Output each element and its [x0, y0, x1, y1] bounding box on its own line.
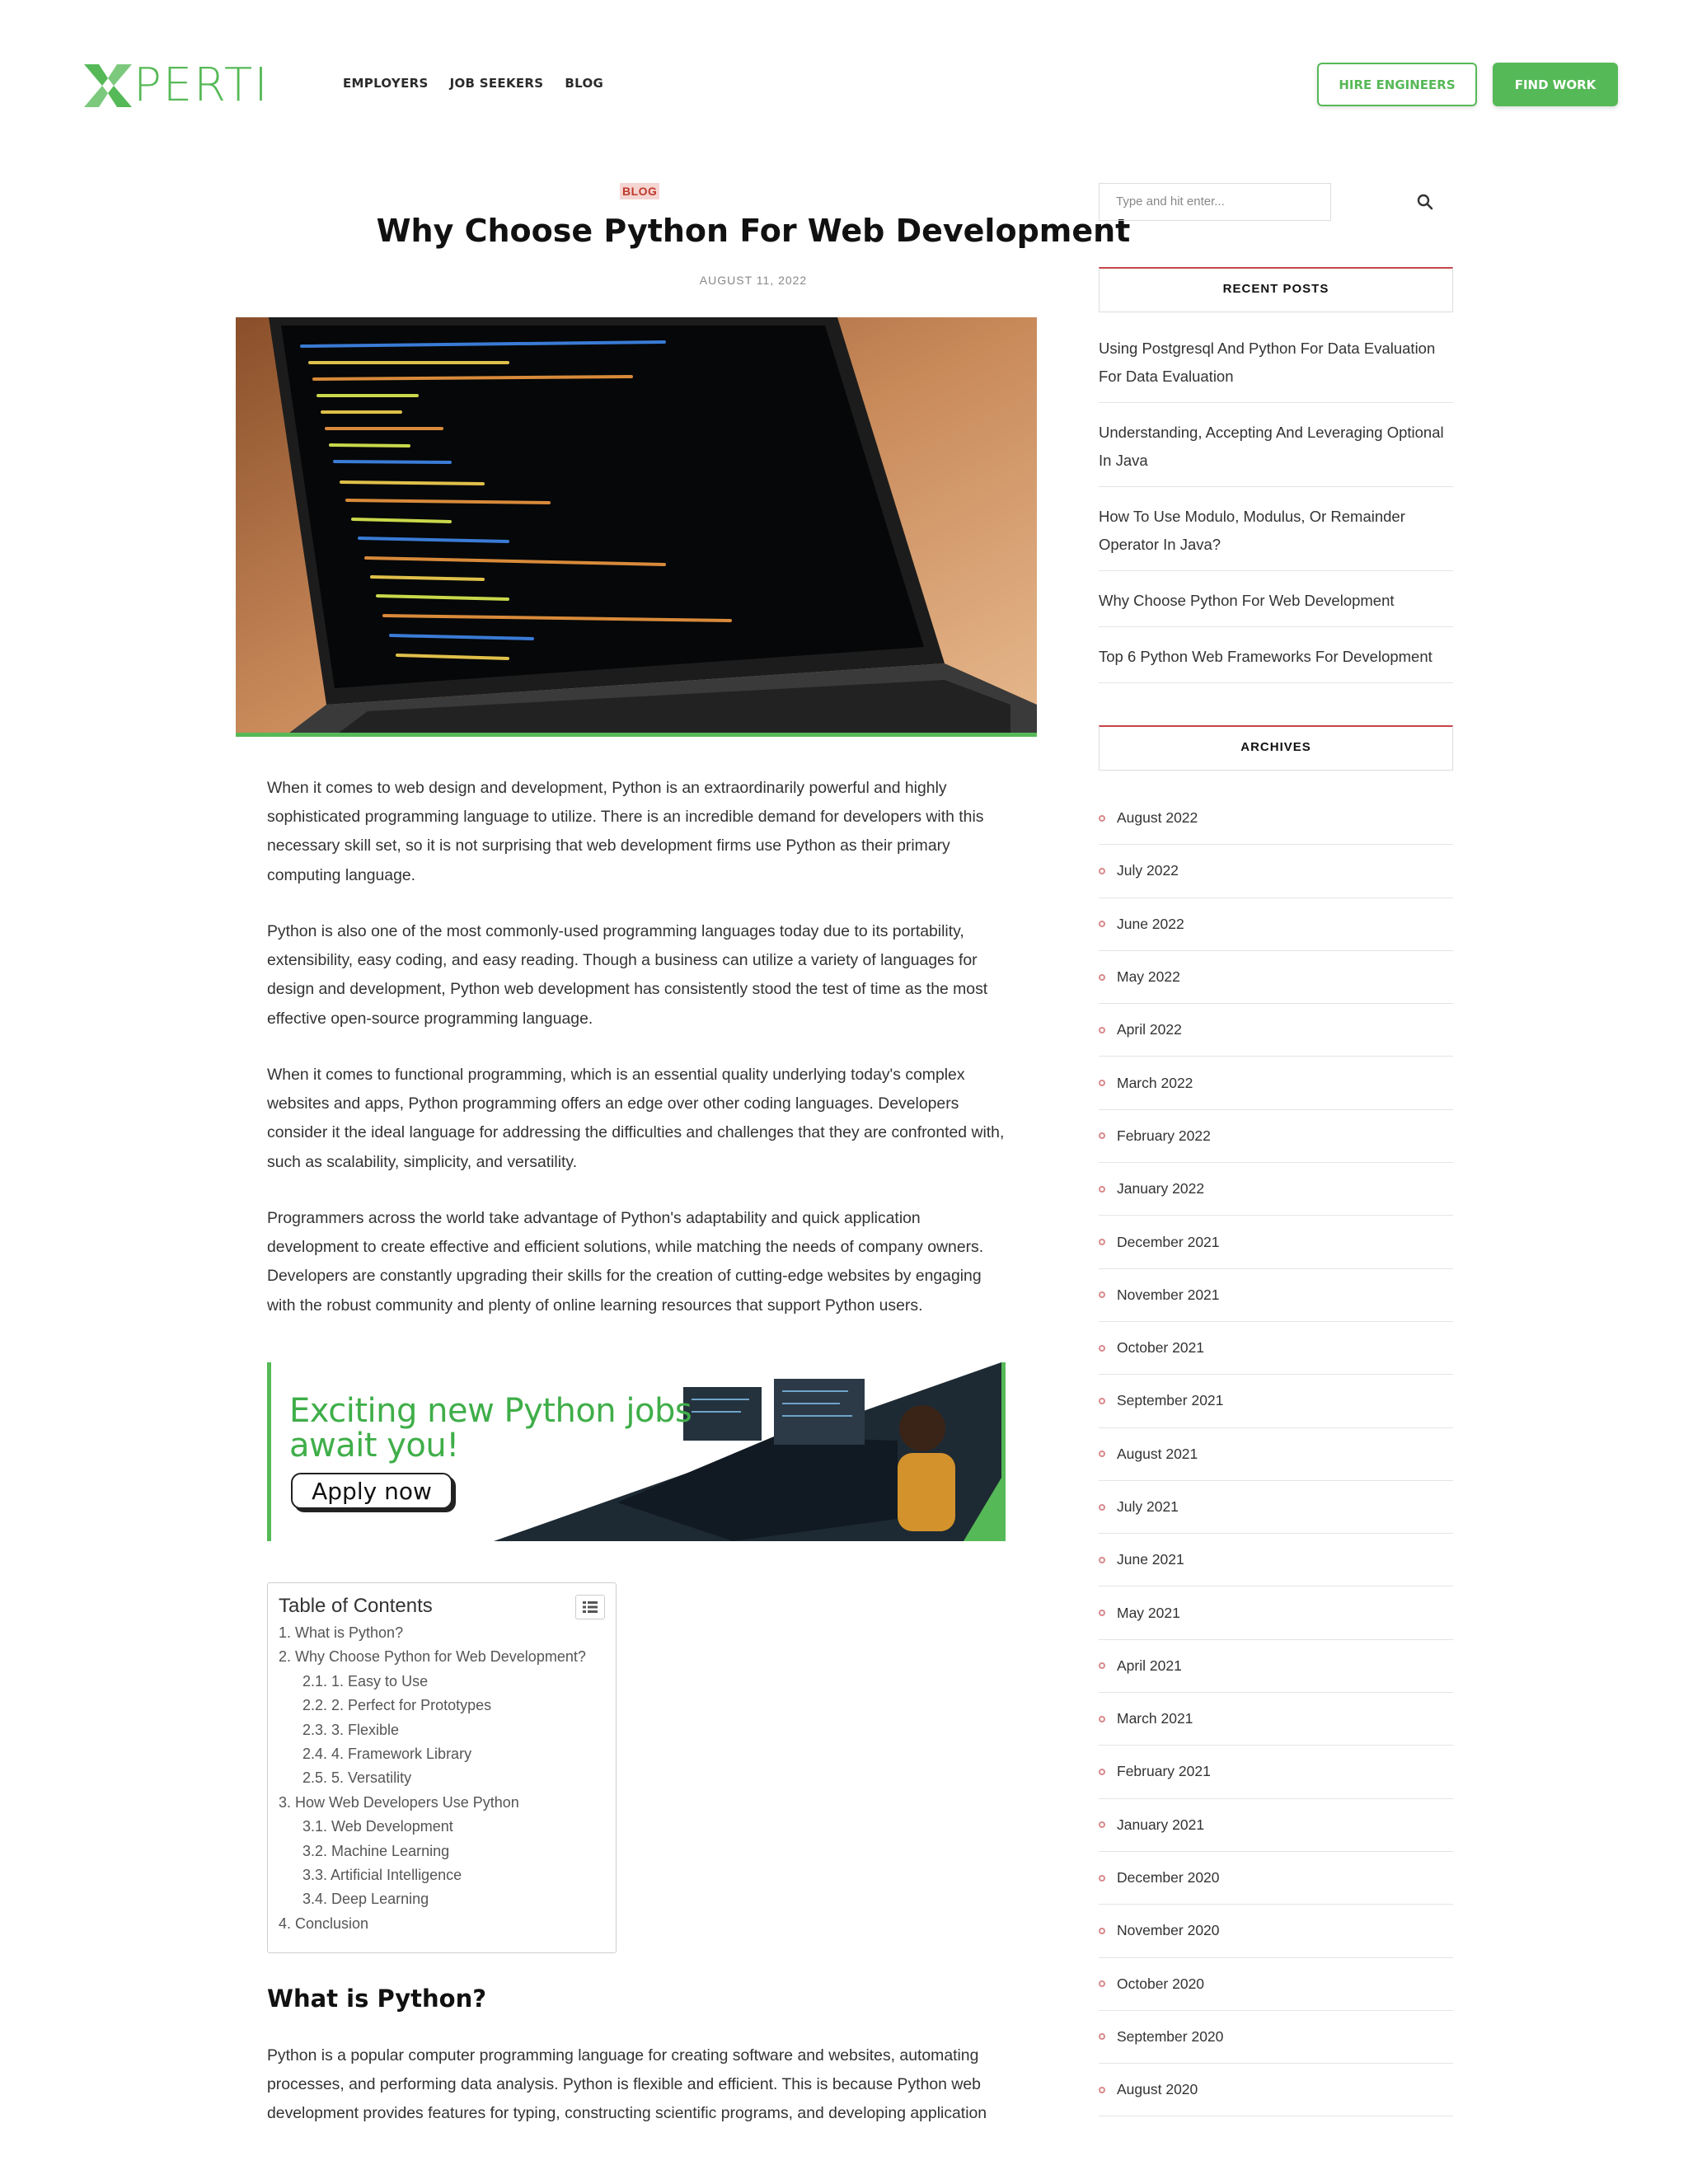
bullet-icon [1099, 2087, 1105, 2093]
bullet-icon [1099, 815, 1105, 822]
archive-link[interactable]: May 2022 [1117, 968, 1180, 986]
toc-link[interactable]: 3. How Web Developers Use Python [279, 1793, 519, 1811]
bullet-icon [1099, 1027, 1105, 1033]
toc-link[interactable]: 2.2. 2. Perfect for Prototypes [302, 1697, 492, 1714]
section-heading: What is Python? [267, 1985, 487, 2013]
archive-link[interactable]: November 2020 [1117, 1922, 1220, 1939]
archive-item[interactable] [1099, 1693, 1453, 1746]
archive-link[interactable]: February 2021 [1117, 1763, 1211, 1780]
toc-link[interactable]: 2.1. 1. Easy to Use [302, 1672, 429, 1690]
recent-post-link[interactable]: Top 6 Python Web Frameworks For Development [1099, 643, 1453, 683]
bullet-icon [1099, 1769, 1105, 1775]
nav-job-seekers[interactable]: JOB SEEKERS [449, 76, 544, 91]
archive-item[interactable] [1099, 1746, 1453, 1798]
article-paragraph: Programmers across the world take advantage of Python's adaptability and quick application development to create effective and efficient solutions, while matching the needs of company owners. Developers are constantly upgrading their skills for the creation of cutting-edge websites by engaging with the robust community and plenty of online learning resources that support Python users. [267, 1209, 984, 1315]
archive-link[interactable]: December 2020 [1117, 1869, 1220, 1886]
archive-item[interactable] [1099, 2064, 1453, 2116]
archive-link[interactable]: April 2022 [1117, 1021, 1182, 1038]
laptop-illustration [236, 317, 1037, 736]
article-paragraph: Python is a popular computer programming language for creating software and websites, automating processes, and performing data analysis. Python is flexible and efficient. This is because Python web development provides features for typing, constructing scientific programs, and developing application [267, 2046, 987, 2123]
bullet-icon [1099, 1821, 1105, 1828]
archive-link[interactable]: October 2020 [1117, 1975, 1205, 1992]
archives-list [1099, 792, 1453, 2116]
recent-post-link[interactable]: Why Choose Python For Web Development [1099, 587, 1453, 627]
archive-item[interactable] [1099, 1958, 1453, 2011]
bullet-icon [1099, 1980, 1105, 1987]
page-title: Why Choose Python For Web Development [376, 213, 1131, 249]
banner-headline: Exciting new Python jobs [289, 1392, 692, 1430]
bullet-icon [1099, 1610, 1105, 1616]
site-header [0, 0, 1688, 165]
toc-link[interactable]: 2.4. 4. Framework Library [302, 1746, 472, 1763]
archive-item[interactable] [1099, 1640, 1453, 1693]
recent-post-link[interactable]: Understanding, Accepting And Leveraging Optional In Java [1099, 419, 1453, 487]
bullet-icon [1099, 868, 1105, 874]
logo-x-mark [84, 64, 132, 107]
archive-item[interactable] [1099, 1534, 1453, 1586]
archive-item[interactable] [1099, 1163, 1453, 1216]
bullet-icon [1099, 1716, 1105, 1722]
bullet-icon [1099, 921, 1105, 927]
archive-link[interactable]: February 2022 [1117, 1127, 1211, 1144]
archive-item[interactable] [1099, 1481, 1453, 1534]
bullet-icon [1099, 1662, 1105, 1669]
bullet-icon [1099, 1132, 1105, 1139]
recent-posts-title: RECENT POSTS [1099, 267, 1453, 312]
toc-link[interactable]: 3.2. Machine Learning [302, 1842, 450, 1859]
archive-link[interactable]: July 2022 [1117, 862, 1179, 879]
bullet-icon [1099, 1928, 1105, 1934]
archive-link[interactable]: November 2021 [1117, 1286, 1220, 1303]
bullet-icon [1099, 1451, 1105, 1457]
logo-wordmark: PERTI [134, 59, 270, 112]
archive-item[interactable] [1099, 951, 1453, 1004]
toc-list [279, 1621, 605, 1936]
nav-blog[interactable]: BLOG [565, 76, 604, 91]
search-icon[interactable] [1416, 193, 1434, 211]
toc-link[interactable]: 2.3. 3. Flexible [302, 1721, 400, 1738]
hero-accent-bar [236, 733, 1037, 737]
archive-link[interactable]: August 2021 [1117, 1445, 1198, 1462]
archive-link[interactable]: October 2021 [1117, 1339, 1205, 1357]
toc-link[interactable]: 2.5. 5. Versatility [302, 1769, 412, 1787]
archive-link[interactable]: May 2021 [1117, 1604, 1180, 1621]
nav-employers[interactable]: EMPLOYERS [343, 76, 429, 91]
main-nav [343, 76, 603, 91]
archive-link[interactable]: January 2022 [1117, 1180, 1205, 1197]
archive-item[interactable] [1099, 792, 1453, 845]
banner-subheadline: await you! [289, 1427, 459, 1465]
archive-item[interactable] [1099, 2011, 1453, 2064]
table-of-contents [267, 1582, 617, 1953]
toc-link[interactable]: 3.1. Web Development [302, 1818, 453, 1835]
bullet-icon [1099, 1504, 1105, 1511]
bullet-icon [1099, 2033, 1105, 2040]
bullet-icon [1099, 1875, 1105, 1882]
archive-link[interactable]: September 2021 [1117, 1392, 1224, 1409]
article-paragraph: When it comes to functional programming, which is an essential quality underlying today's complex websites and apps, Python programming offers an edge over other coding languages. Developers consider it the ideal language for addressing the difficulties and challenges that they are confronted with, such as scalability, simplicity, and versatility. [267, 1066, 1005, 1171]
toc-title: Table of Contents [279, 1595, 433, 1617]
category-badge[interactable]: BLOG [620, 183, 659, 199]
bullet-icon [1099, 974, 1105, 981]
archive-item[interactable] [1099, 1905, 1453, 1957]
article-paragraph: When it comes to web design and development, Python is an extraordinarily powerful and highly sophisticated programming language to utilize. There is an incredible demand for developers with this necessary skill set, so it is not surprising that web development firms use Python as their primary computing language. [267, 779, 984, 884]
hero-image-laptop-code [236, 317, 1037, 736]
archives-title: ARCHIVES [1099, 725, 1453, 771]
recent-posts-list [1099, 335, 1453, 699]
toc-link[interactable]: 4. Conclusion [279, 1915, 369, 1932]
bullet-icon [1099, 1557, 1105, 1563]
apply-now-button[interactable]: Apply now [291, 1473, 452, 1509]
archive-link[interactable]: March 2021 [1117, 1710, 1193, 1727]
archive-link[interactable]: April 2021 [1117, 1657, 1182, 1674]
toc-link[interactable]: 3.3. Artificial Intelligence [302, 1867, 462, 1884]
bullet-icon [1099, 1398, 1105, 1404]
xperti-logo[interactable] [84, 59, 270, 112]
archive-item[interactable] [1099, 1375, 1453, 1427]
search-input[interactable]: Type and hit enter... [1099, 183, 1331, 221]
bullet-icon [1099, 1239, 1105, 1245]
archive-item[interactable] [1099, 1004, 1453, 1057]
python-jobs-banner[interactable] [267, 1362, 1006, 1541]
toc-link[interactable]: 2. Why Choose Python for Web Development? [279, 1648, 586, 1666]
list-icon [583, 1601, 598, 1613]
bullet-icon [1099, 1345, 1105, 1352]
archive-link[interactable]: July 2021 [1117, 1498, 1179, 1515]
archive-link[interactable]: September 2020 [1117, 2027, 1224, 2045]
archive-item[interactable] [1099, 1322, 1453, 1375]
archive-item[interactable] [1099, 1852, 1453, 1905]
archive-item[interactable] [1099, 1586, 1453, 1639]
bullet-icon [1099, 1291, 1105, 1298]
toc-link[interactable]: 1. What is Python? [279, 1624, 404, 1641]
archive-link[interactable]: December 2021 [1117, 1233, 1220, 1250]
bullet-icon [1099, 1080, 1105, 1086]
archive-link[interactable]: August 2020 [1117, 2081, 1198, 2098]
archive-link[interactable]: August 2022 [1117, 809, 1198, 827]
archive-item[interactable] [1099, 898, 1453, 951]
archive-item[interactable] [1099, 845, 1453, 898]
archive-link[interactable]: January 2021 [1117, 1816, 1205, 1833]
find-work-button[interactable]: FIND WORK [1493, 63, 1618, 106]
archive-link[interactable]: June 2021 [1117, 1551, 1184, 1568]
archive-link[interactable]: June 2022 [1117, 915, 1184, 932]
bullet-icon [1099, 1186, 1105, 1193]
archive-item[interactable] [1099, 1799, 1453, 1852]
recent-post-link[interactable]: How To Use Modulo, Modulus, Or Remainder Operator In Java? [1099, 503, 1453, 571]
toc-link[interactable]: 3.4. Deep Learning [302, 1891, 429, 1908]
toc-toggle-button[interactable] [575, 1595, 605, 1619]
post-date: AUGUST 11, 2022 [699, 274, 808, 287]
archive-item[interactable] [1099, 1216, 1453, 1268]
hire-engineers-button[interactable]: HIRE ENGINEERS [1317, 63, 1477, 106]
archive-link[interactable]: March 2022 [1117, 1074, 1193, 1091]
archive-item[interactable] [1099, 1269, 1453, 1322]
recent-post-link[interactable]: Using Postgresql And Python For Data Evaluation For Data Evaluation [1099, 335, 1453, 403]
archive-item[interactable] [1099, 1057, 1453, 1109]
article-paragraph: Python is also one of the most commonly-used programming languages today due to its portability, extensibility, easy coding, and easy reading. Though a business can utilize a variety of languages for design and development, Python web development has consistently stood the test of time as the most effective open-source programming language. [267, 922, 988, 1028]
archive-item[interactable] [1099, 1110, 1453, 1163]
archive-item[interactable] [1099, 1428, 1453, 1481]
